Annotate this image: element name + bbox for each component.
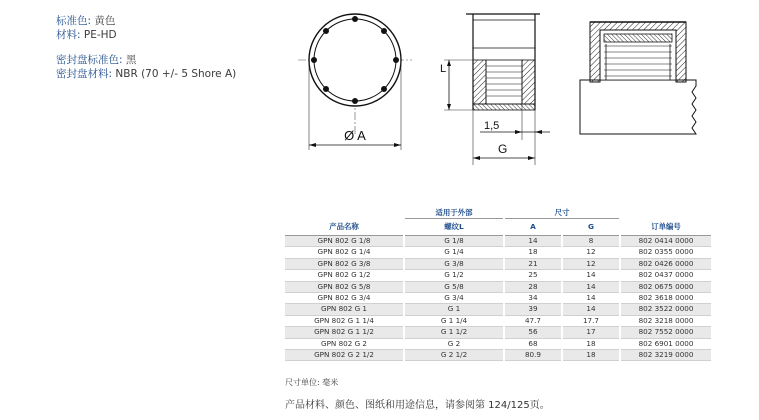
cell-g: 12 (563, 247, 619, 258)
cell-name: GPN 802 G 1 1/4 (285, 316, 403, 327)
cell-name: GPN 802 G 1/4 (285, 247, 403, 258)
cell-name: GPN 802 G 3/8 (285, 259, 403, 270)
cell-name: GPN 802 G 1/2 (285, 270, 403, 281)
table-row (285, 293, 711, 304)
table-row (285, 270, 711, 281)
table-row (285, 339, 711, 350)
cell-thread: G 1 (405, 304, 503, 315)
cell-g: 14 (563, 270, 619, 281)
cell-order: 802 3522 0000 (621, 304, 711, 315)
cell-g: 18 (563, 350, 619, 361)
cell-name: GPN 802 G 2 (285, 339, 403, 350)
parts-table-body (285, 236, 711, 361)
cell-order: 802 3218 0000 (621, 316, 711, 327)
cell-thread: G 3/4 (405, 293, 503, 304)
cell-a: 21 (505, 259, 561, 270)
cell-order: 802 3219 0000 (621, 350, 711, 361)
cell-thread: G 1 1/2 (405, 327, 503, 338)
cell-g: 14 (563, 304, 619, 315)
cell-thread: G 1/2 (405, 270, 503, 281)
cell-thread: G 1/8 (405, 236, 503, 247)
cell-order: 802 0414 0000 (621, 236, 711, 247)
cell-a: 28 (505, 282, 561, 293)
spec-material: 材料: PE-HD (56, 29, 117, 41)
cell-order: 802 0426 0000 (621, 259, 711, 270)
column-header-thread: 螺纹L (405, 219, 503, 236)
cell-a: 47.7 (505, 316, 561, 327)
cell-name: GPN 802 G 2 1/2 (285, 350, 403, 361)
dimension-15-label: 1,5 (484, 120, 500, 132)
table-row (285, 282, 711, 293)
table-row (285, 236, 711, 247)
technical-drawings (0, 0, 759, 200)
dimension-l-label: L (440, 63, 447, 75)
cell-a: 18 (505, 247, 561, 258)
cell-g: 14 (563, 282, 619, 293)
cell-thread: G 5/8 (405, 282, 503, 293)
cell-order: 802 0437 0000 (621, 270, 711, 281)
cell-thread: G 1 1/4 (405, 316, 503, 327)
footer-note: 产品材料、颜色、图纸和用途信息，请参阅第 124/125页。 (285, 400, 550, 411)
dimension-g-label: G (498, 142, 508, 156)
column-header-g: G (563, 219, 619, 236)
cell-name: GPN 802 G 5/8 (285, 282, 403, 293)
table-row (285, 247, 711, 258)
cell-g: 17 (563, 327, 619, 338)
cell-a: 39 (505, 304, 561, 315)
column-header-name: 产品名称 (285, 219, 403, 236)
cell-thread: G 2 (405, 339, 503, 350)
table-row (285, 304, 711, 315)
cell-a: 25 (505, 270, 561, 281)
cell-name: GPN 802 G 3/4 (285, 293, 403, 304)
table-row (285, 259, 711, 270)
cell-order: 802 3618 0000 (621, 293, 711, 304)
cell-name: GPN 802 G 1 (285, 304, 403, 315)
top-view-drawing (298, 14, 412, 150)
spec-seal-color: 密封盘标准色: 黑 (56, 54, 137, 66)
mounted-view-drawing (580, 22, 696, 134)
cell-order: 802 6901 0000 (621, 339, 711, 350)
side-view-drawing (440, 14, 550, 165)
cell-thread: G 1/4 (405, 247, 503, 258)
table-row (285, 327, 711, 338)
cell-a: 80.9 (505, 350, 561, 361)
cell-g: 8 (563, 236, 619, 247)
cell-thread: G 3/8 (405, 259, 503, 270)
cell-g: 12 (563, 259, 619, 270)
cell-order: 802 0355 0000 (621, 247, 711, 258)
cell-g: 14 (563, 293, 619, 304)
cell-thread: G 2 1/2 (405, 350, 503, 361)
spec-standard-color: 标准色: 黄色 (56, 15, 116, 27)
cell-a: 56 (505, 327, 561, 338)
cell-order: 802 0675 0000 (621, 282, 711, 293)
cell-g: 18 (563, 339, 619, 350)
thread-group-header: 适用于外部 (405, 204, 503, 219)
cell-name: GPN 802 G 1 1/2 (285, 327, 403, 338)
parts-table (283, 204, 713, 361)
table-row (285, 350, 711, 361)
dimension-a-label: Ø A (344, 128, 366, 143)
table-row (285, 316, 711, 327)
cell-a: 34 (505, 293, 561, 304)
cell-order: 802 7552 0000 (621, 327, 711, 338)
column-header-order: 订单编号 (621, 219, 711, 236)
cell-name: GPN 802 G 1/8 (285, 236, 403, 247)
cell-g: 17.7 (563, 316, 619, 327)
spec-seal-material: 密封盘材料: NBR (70 +/- 5 Shore A) (56, 68, 237, 80)
size-group-header: 尺寸 (505, 204, 619, 219)
cell-a: 14 (505, 236, 561, 247)
cell-a: 68 (505, 339, 561, 350)
column-header-a: A (505, 219, 561, 236)
unit-note: 尺寸单位: 毫米 (285, 378, 339, 387)
